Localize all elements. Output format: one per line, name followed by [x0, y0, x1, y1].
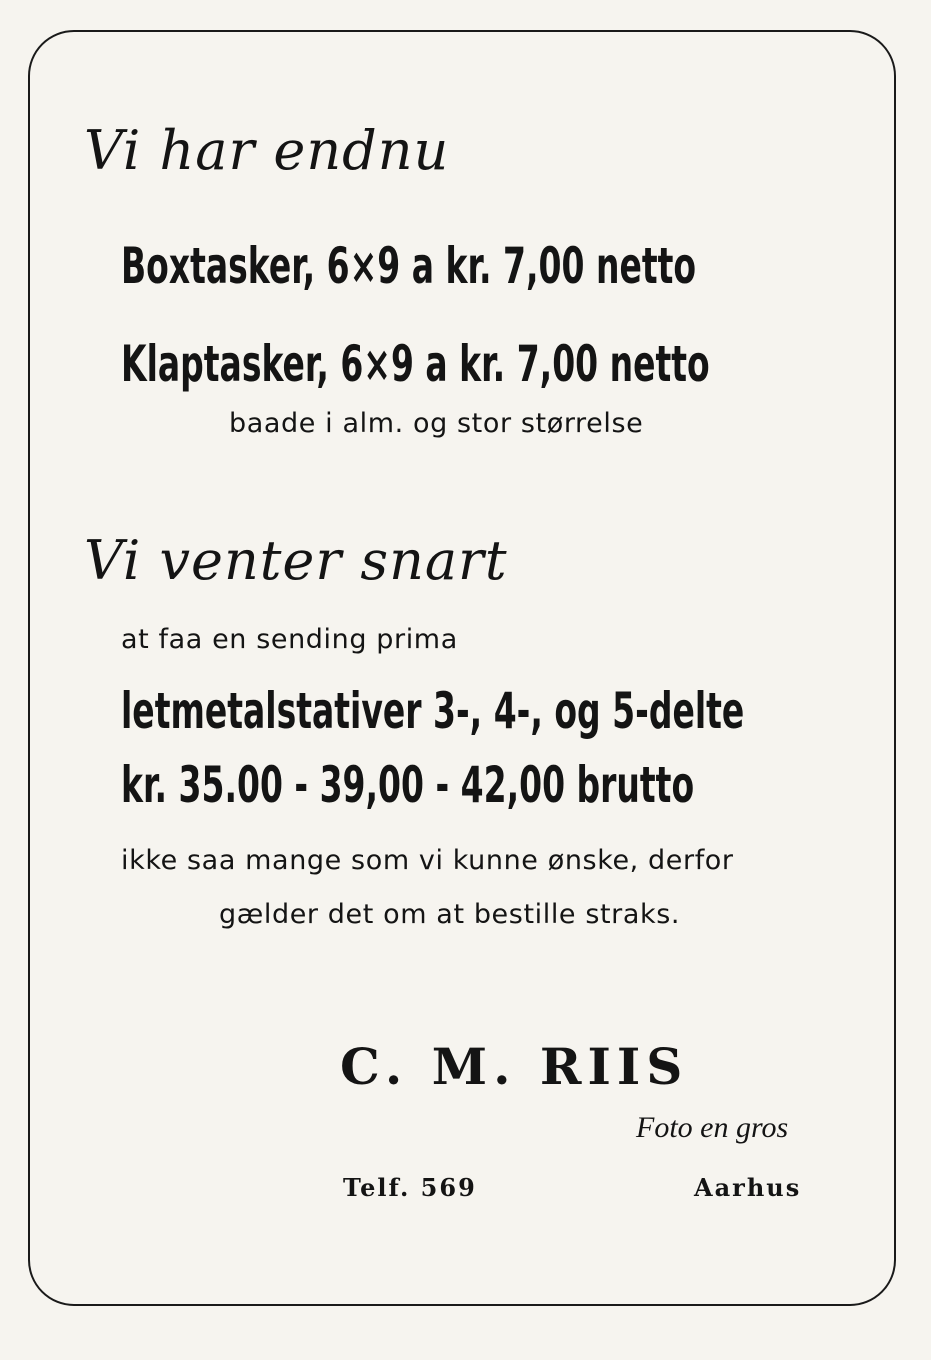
intro-text: at faa en sending prima — [121, 624, 458, 655]
offer-line-boxtasker: Boxtasker, 6×9 a kr. 7,00 netto — [121, 237, 697, 295]
company-phone: Telf. 569 — [343, 1173, 477, 1202]
note-line-1: ikke saa mange som vi kunne ønske, derfor — [121, 845, 734, 876]
offer-line-prices: kr. 35.00 - 39,00 - 42,00 brutto — [121, 756, 695, 814]
offer-line-klaptasker: Klaptasker, 6×9 a kr. 7,00 netto — [121, 335, 710, 393]
sizes-note: baade i alm. og stor størrelse — [229, 408, 644, 439]
company-name: C. M. RIIS — [340, 1037, 689, 1096]
heading-vi-venter-snart: Vi venter snart — [84, 529, 508, 592]
company-tagline: Foto en gros — [636, 1111, 789, 1144]
note-line-2: gælder det om at bestille straks. — [219, 899, 681, 930]
heading-vi-har-endnu: Vi har endnu — [84, 119, 450, 182]
company-city: Aarhus — [694, 1173, 802, 1202]
offer-line-stativer: letmetalstativer 3-, 4-, og 5-delte — [121, 682, 745, 740]
